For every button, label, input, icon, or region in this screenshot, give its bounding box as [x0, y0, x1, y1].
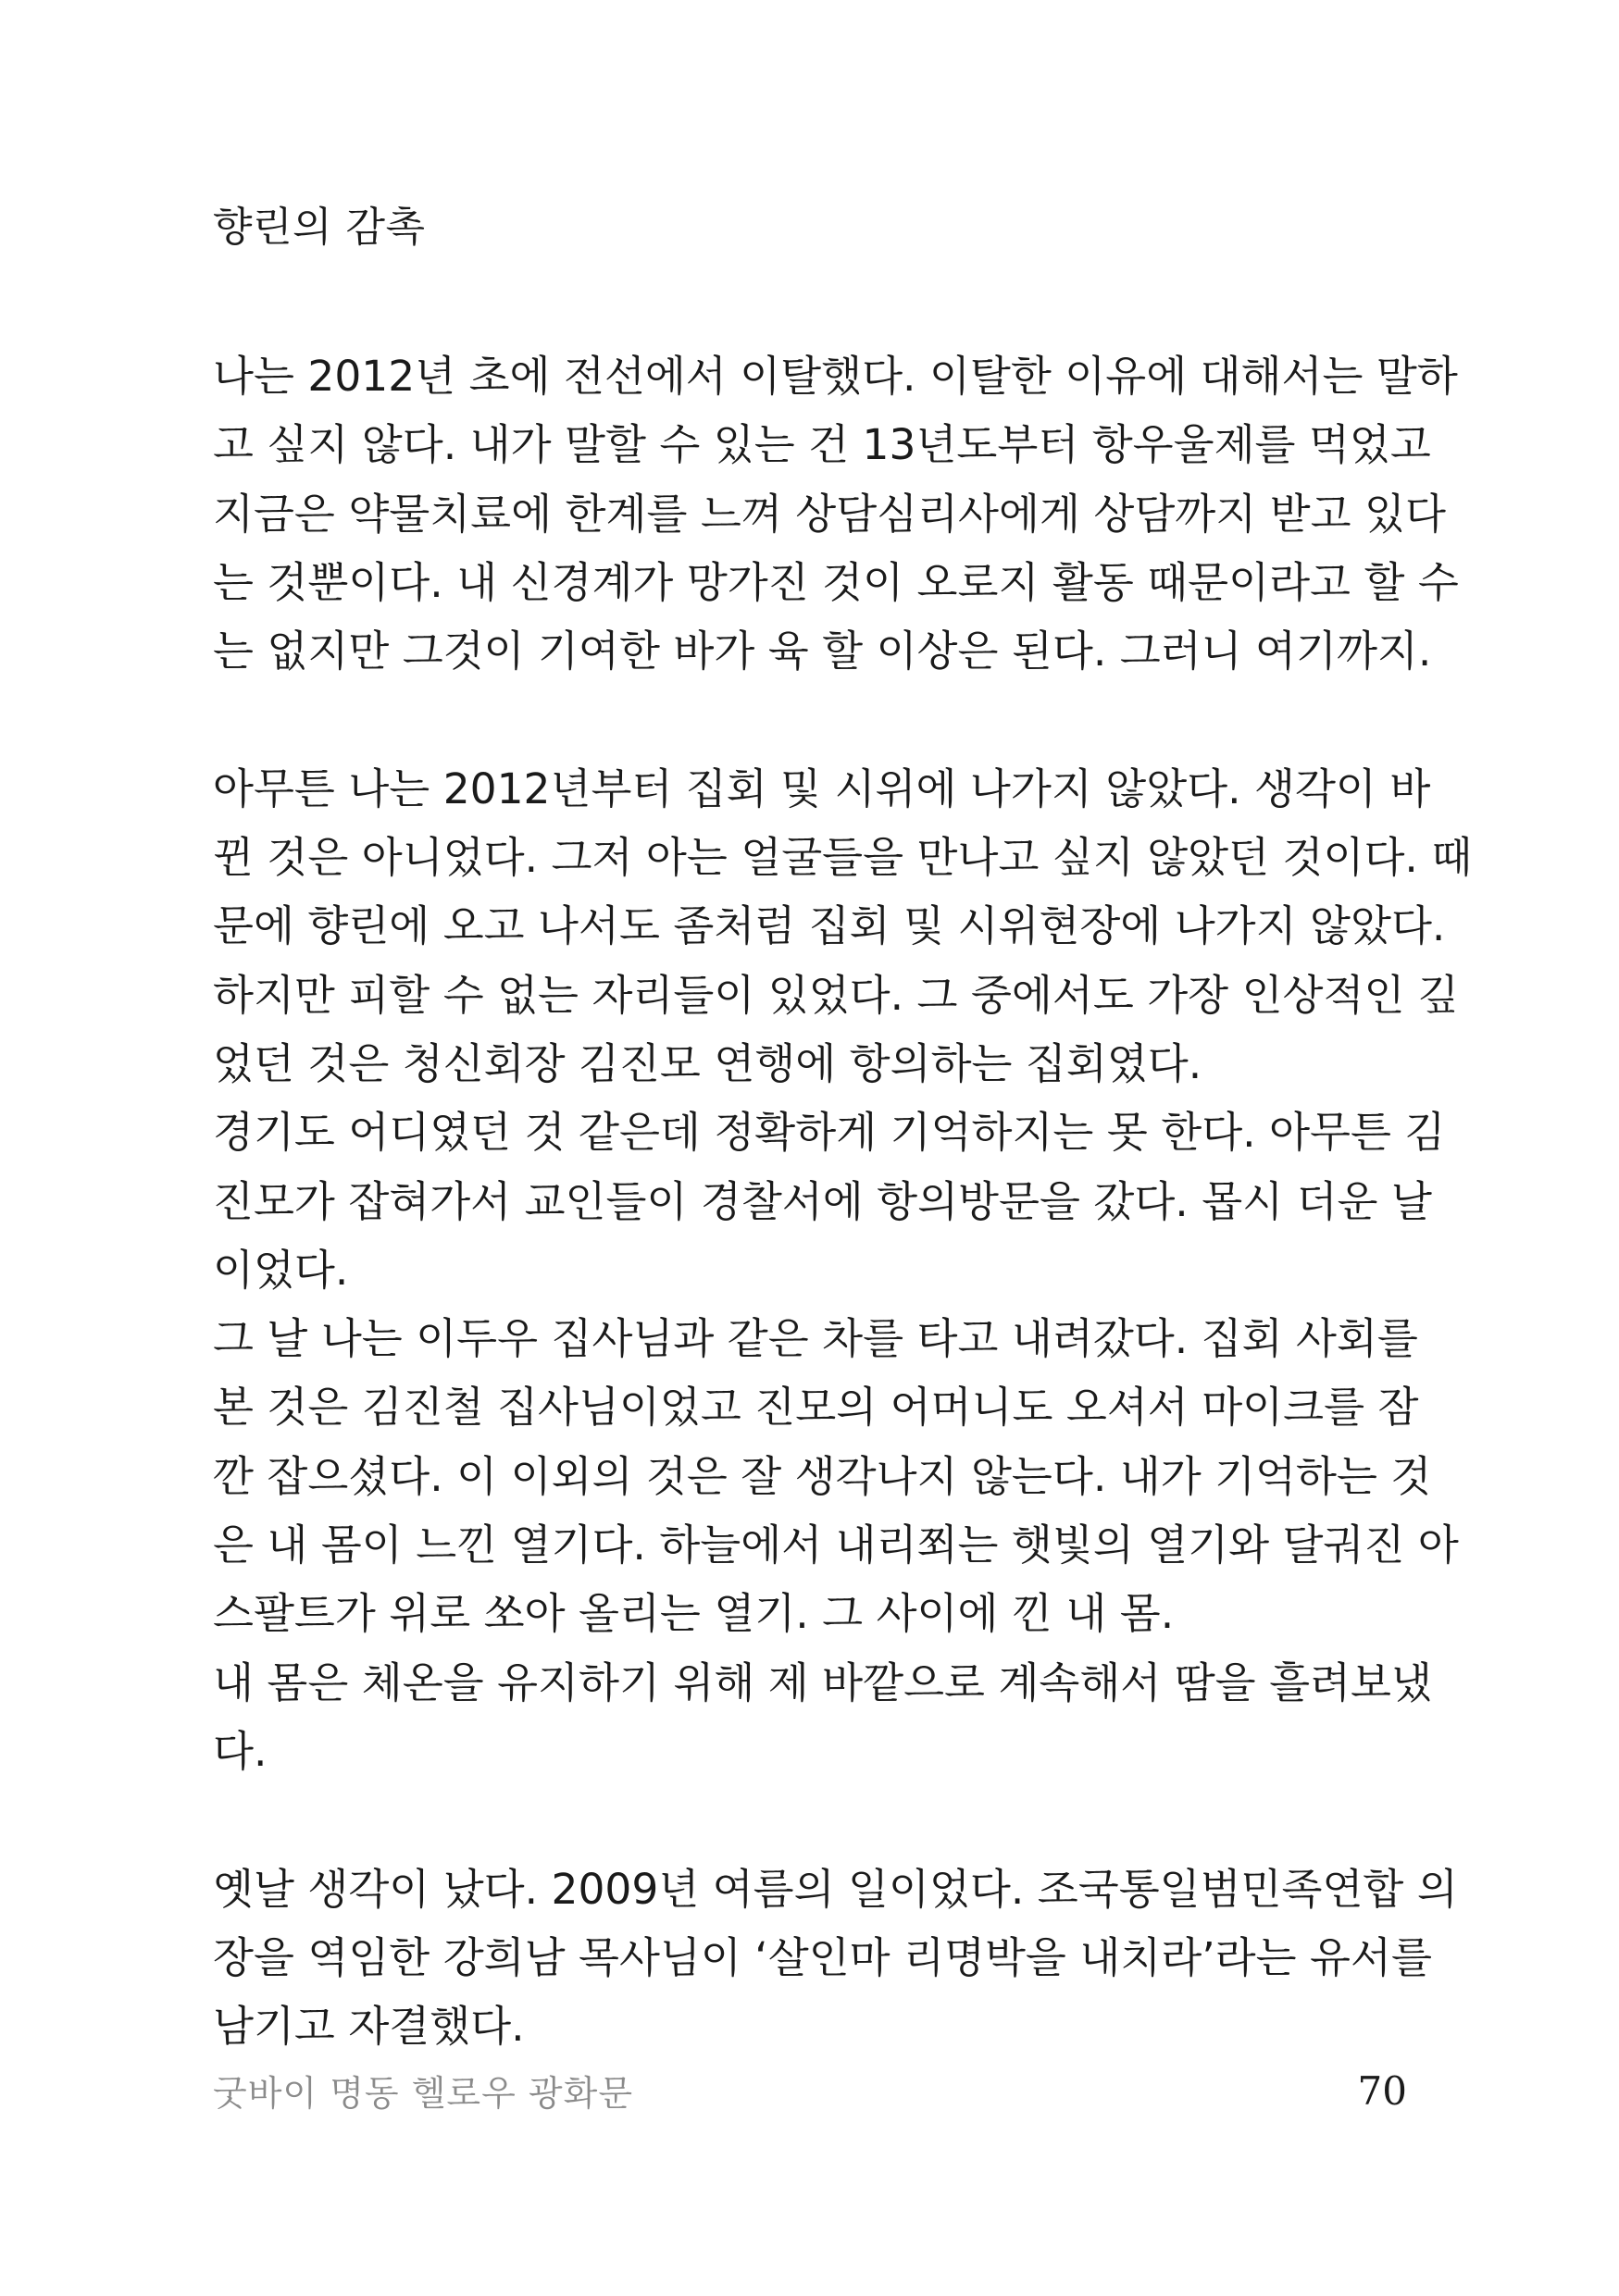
section-title: 향린의 감촉	[213, 204, 426, 251]
text-line: 장을 역임한 강희남 목사님이 ‘살인마 리명박을 내치라’라는 유서를	[213, 1932, 1432, 1982]
text-line: 하지만 피할 수 없는 자리들이 있었다. 그 중에서도 가장 인상적인 깊	[213, 970, 1459, 1020]
text-line: 는 것뿐이다. 내 신경계가 망가진 것이 오로지 활동 때문이라고 할 수	[213, 557, 1459, 607]
text-line: 내 몸은 체온을 유지하기 위해 제 바깥으로 계속해서 땀을 흘려보냈	[213, 1657, 1432, 1707]
paragraph	[213, 1649, 1432, 1787]
text-line: 나는 2012년 초에 전선에서 이탈했다. 이탈한 이유에 대해서는 말하	[213, 352, 1458, 401]
text-line: 본 것은 김진철 집사님이었고 진모의 어머니도 오셔서 마이크를 잠	[213, 1383, 1419, 1433]
text-line: 뀐 것은 아니었다. 그저 아는 얼굴들을 만나고 싶지 않았던 것이다. 때	[213, 833, 1473, 883]
text-line: 경기도 어디였던 것 같은데 정확하게 기억하지는 못 한다. 아무튼 김	[213, 1108, 1446, 1158]
text-line: 고 싶지 않다. 내가 말할 수 있는 건 13년도부터 항우울제를 먹었고	[213, 420, 1431, 470]
text-line: 스팔트가 위로 쏘아 올리는 열기. 그 사이에 낀 내 몸.	[213, 1589, 1175, 1639]
footer-book-title: 굿바이 명동 헬로우 광화문	[213, 2073, 634, 2114]
paragraph	[213, 342, 1459, 686]
paragraph-gap	[213, 1786, 1407, 1855]
text-line: 깐 잡으셨다. 이 이외의 것은 잘 생각나지 않는다. 내가 기억하는 것	[213, 1451, 1432, 1501]
text-line: 은 내 몸이 느낀 열기다. 하늘에서 내리쬐는 햇빛의 열기와 달궈진 아	[213, 1520, 1459, 1570]
paragraph	[213, 1855, 1458, 2062]
page-number: 70	[1357, 2068, 1407, 2114]
text-line: 문에 향린에 오고 나서도 좀처럼 집회 및 시위현장에 나가지 않았다.	[213, 901, 1446, 951]
text-line: 옛날 생각이 났다. 2009년 여름의 일이었다. 조국통일범민족연합 의	[213, 1864, 1458, 1914]
paragraph-gap	[213, 686, 1407, 754]
text-line: 남기고 자결했다.	[213, 2002, 525, 2052]
paragraph	[213, 755, 1473, 1098]
text-line: 아무튼 나는 2012년부터 집회 및 시위에 나가지 않았다. 생각이 바	[213, 763, 1431, 813]
body-text	[213, 342, 1473, 2061]
text-line: 는 없지만 그것이 기여한 바가 육 할 이상은 된다. 그러니 여기까지.	[213, 627, 1432, 676]
paragraph	[213, 1305, 1459, 1648]
text-line: 그 날 나는 이두우 집사님과 같은 차를 타고 내려갔다. 집회 사회를	[213, 1314, 1418, 1364]
text-line: 다.	[213, 1726, 268, 1776]
text-line: 이었다.	[213, 1245, 349, 1295]
paragraph	[213, 1098, 1446, 1305]
text-line: 진모가 잡혀가서 교인들이 경찰서에 항의방문을 갔다. 몹시 더운 날	[213, 1176, 1432, 1226]
text-line: 지금은 약물치료에 한계를 느껴 상담심리사에게 상담까지 받고 있다	[213, 489, 1446, 539]
text-line: 었던 것은 청신회장 김진모 연행에 항의하는 집회였다.	[213, 1038, 1202, 1088]
